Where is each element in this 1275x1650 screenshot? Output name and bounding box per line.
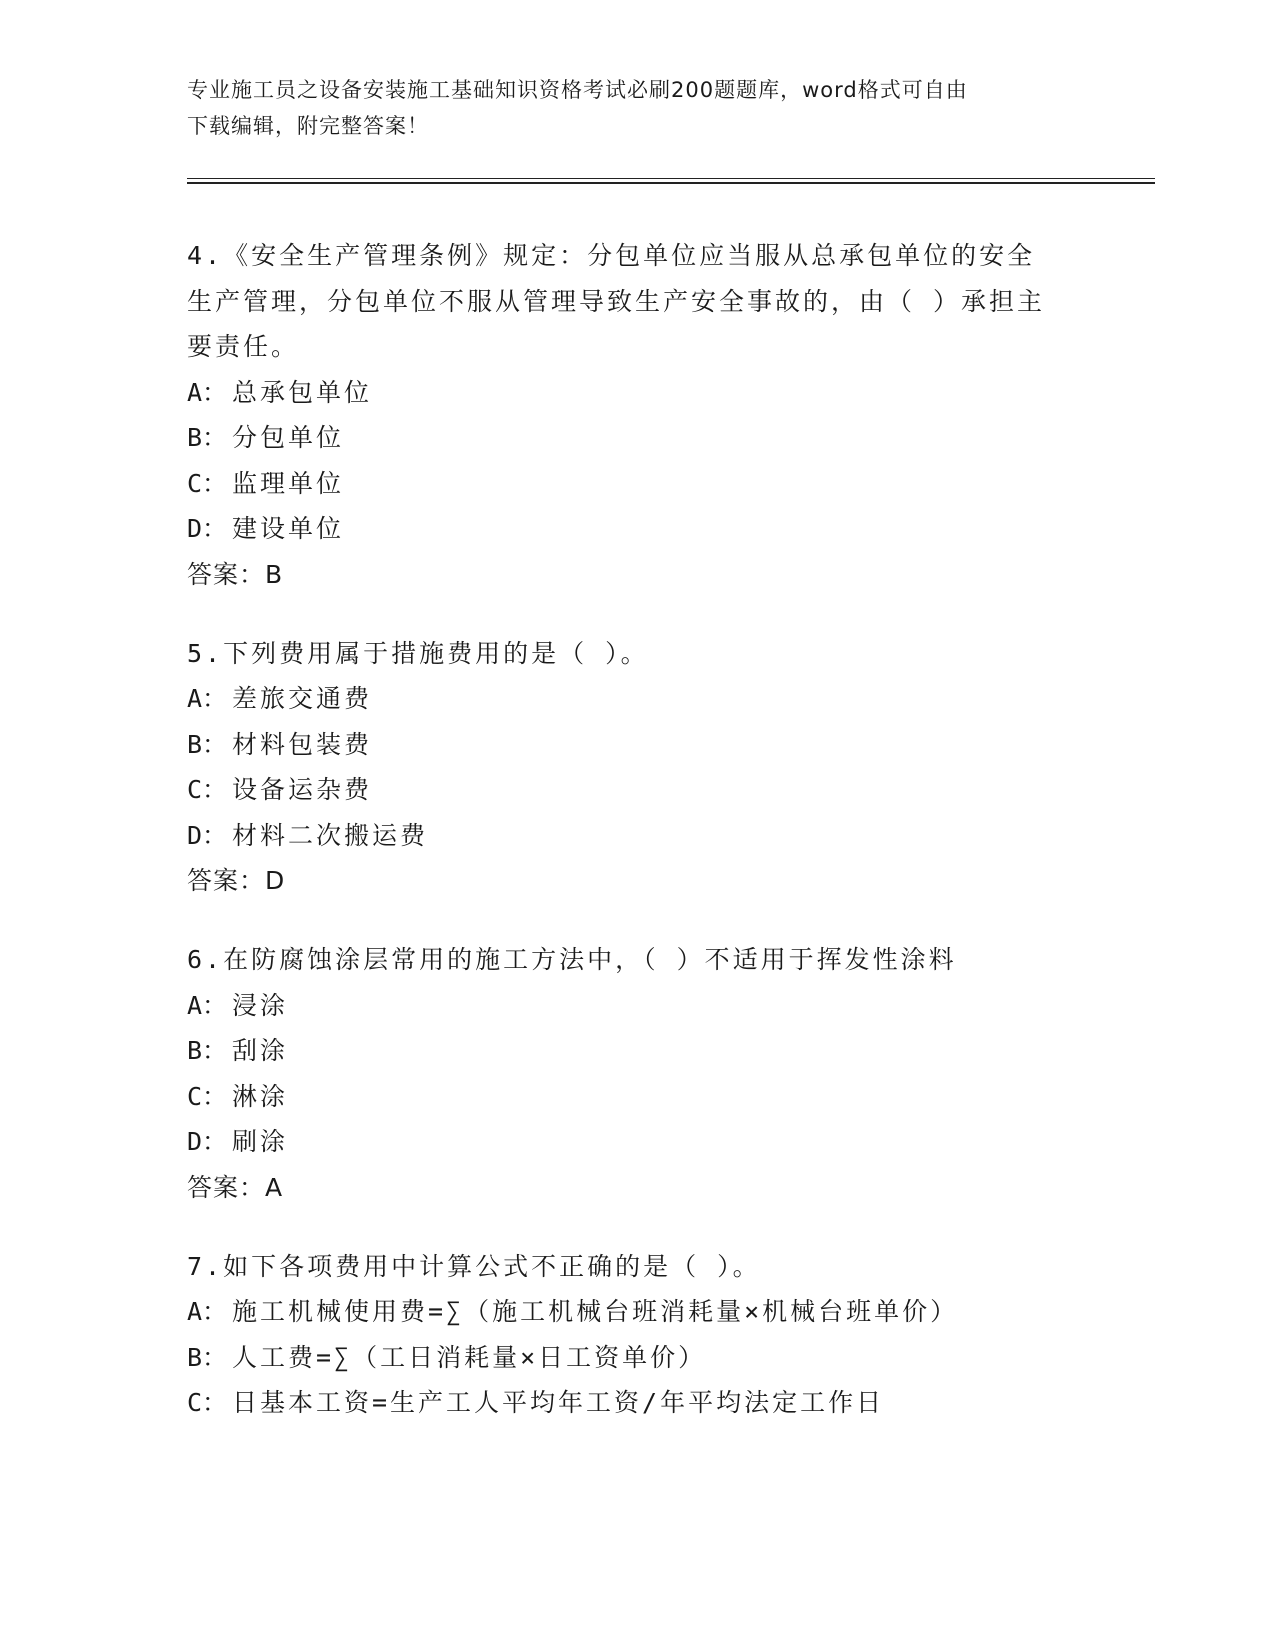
option-b xyxy=(187,1335,1087,1381)
option-key: D： xyxy=(187,1127,228,1156)
option-text: 淋涂 xyxy=(232,1081,289,1111)
option-a xyxy=(187,676,1087,722)
option-text: 监理单位 xyxy=(232,468,345,498)
question-stem-line: 7.如下各项费用中计算公式不正确的是（ ）。 xyxy=(187,1251,761,1281)
option-text: 人工费=∑（工日消耗量×日工资单价） xyxy=(232,1342,707,1372)
question-item xyxy=(187,631,1087,905)
option-text: 材料包装费 xyxy=(232,729,373,759)
option-d xyxy=(187,813,1087,859)
option-key: A： xyxy=(187,1297,228,1326)
question-item xyxy=(187,233,1087,598)
answer-line: 答案：D xyxy=(187,866,286,895)
option-text: 差旅交通费 xyxy=(232,684,373,713)
option-key: B： xyxy=(187,1342,228,1372)
option-b xyxy=(187,415,1087,461)
option-key: C： xyxy=(187,775,228,804)
option-d xyxy=(187,1119,1087,1165)
option-c xyxy=(187,1380,1087,1426)
option-key: D： xyxy=(187,820,228,850)
option-text: 浸涂 xyxy=(232,990,289,1020)
header-divider xyxy=(187,178,1155,184)
option-a xyxy=(187,370,1087,416)
header-title-line-2: 下载编辑，附完整答案！ xyxy=(187,114,429,138)
option-text: 施工机械使用费=∑（施工机械台班消耗量×机械台班单价） xyxy=(232,1297,959,1326)
question-item xyxy=(187,937,1087,1211)
option-text: 材料二次搬运费 xyxy=(232,820,429,850)
option-a xyxy=(187,983,1087,1029)
option-text: 建设单位 xyxy=(232,514,345,543)
option-d xyxy=(187,506,1087,552)
option-c xyxy=(187,461,1087,507)
question-stem-line: 4.《安全生产管理条例》规定：分包单位应当服从总承包单位的安全 xyxy=(187,241,1036,270)
document-header xyxy=(187,72,1067,144)
answer-line: 答案：A xyxy=(187,1172,284,1202)
option-key: C： xyxy=(187,1388,228,1417)
option-key: A： xyxy=(187,377,228,407)
option-key: B： xyxy=(187,729,228,759)
option-text: 刷涂 xyxy=(232,1127,289,1156)
option-text: 设备运杂费 xyxy=(232,775,373,804)
option-text: 分包单位 xyxy=(232,423,345,452)
answer-line: 答案：B xyxy=(187,559,284,589)
option-key: A： xyxy=(187,684,228,713)
question-list xyxy=(187,233,1087,1459)
option-key: C： xyxy=(187,1081,228,1111)
option-a xyxy=(187,1289,1087,1335)
option-key: A： xyxy=(187,990,228,1020)
option-text: 刮涂 xyxy=(232,1036,289,1065)
question-stem-line: 5.下列费用属于措施费用的是（ ）。 xyxy=(187,638,649,668)
option-b xyxy=(187,722,1087,768)
question-stem-line: 6.在防腐蚀涂层常用的施工方法中，（ ）不适用于挥发性涂料 xyxy=(187,945,957,974)
option-key: B： xyxy=(187,1036,228,1065)
option-key: C： xyxy=(187,468,228,498)
question-stem-line: 生产管理，分包单位不服从管理导致生产安全事故的，由（ ）承担主 xyxy=(187,286,1046,316)
option-c xyxy=(187,767,1087,813)
header-title-line-1: 专业施工员之设备安装施工基础知识资格考试必刷200题题库，word格式可自由 xyxy=(187,78,968,102)
option-text: 日基本工资=生产工人平均年工资/年平均法定工作日 xyxy=(232,1388,885,1417)
option-c xyxy=(187,1074,1087,1120)
option-text: 总承包单位 xyxy=(232,377,373,407)
question-item xyxy=(187,1244,1087,1426)
question-stem-line: 要责任。 xyxy=(187,332,300,361)
option-b xyxy=(187,1028,1087,1074)
option-key: D： xyxy=(187,514,228,543)
option-key: B： xyxy=(187,423,228,452)
